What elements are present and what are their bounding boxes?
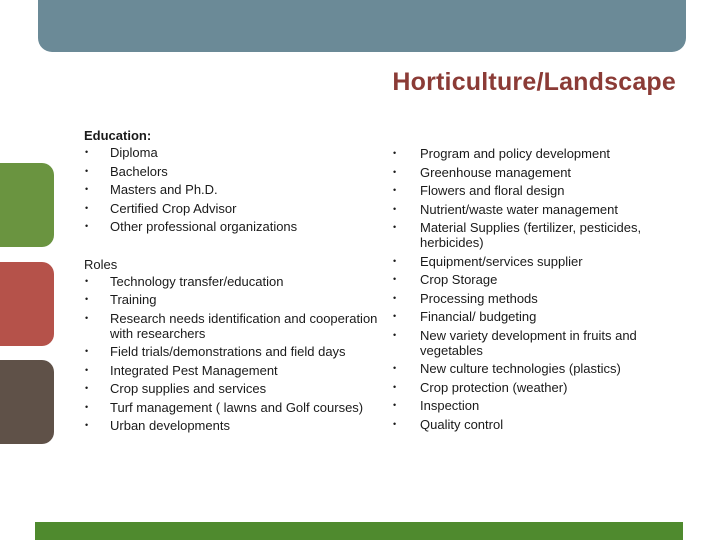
- list-item: [390, 146, 680, 161]
- list-item-text: Diploma: [110, 145, 158, 160]
- list-item: [84, 182, 384, 197]
- education-heading: Education:: [84, 128, 152, 143]
- side-tab-green: [0, 163, 54, 247]
- bullet-icon: •: [393, 203, 397, 214]
- bullet-icon: •: [85, 420, 89, 430]
- bullet-icon: •: [85, 184, 89, 194]
- list-item-text: Certified Crop Advisor: [110, 200, 237, 216]
- slide-title: Horticulture/Landscape: [392, 68, 676, 96]
- list-item-text: Crop Storage: [420, 272, 498, 287]
- list-item: [84, 363, 384, 378]
- bottom-banner: [35, 522, 683, 540]
- list-item: [84, 292, 384, 307]
- list-item: [390, 202, 680, 217]
- bullet-icon: •: [85, 346, 89, 356]
- list-item: [84, 381, 384, 396]
- list-item: [390, 254, 680, 269]
- roles-list: [84, 274, 384, 434]
- list-item: [84, 164, 384, 179]
- list-item-text: Integrated Pest Management: [110, 362, 278, 378]
- bullet-icon: •: [393, 222, 397, 232]
- list-item: [84, 311, 384, 341]
- list-item-text: Turf management ( lawns and Golf courses): [110, 399, 364, 415]
- side-tab-red: [0, 262, 54, 346]
- bullet-icon: •: [393, 166, 397, 177]
- list-item-text: Urban developments: [110, 418, 230, 433]
- bullet-icon: •: [393, 418, 397, 429]
- bullet-icon: •: [85, 165, 89, 176]
- list-item-text: Flowers and floral design: [420, 183, 565, 198]
- list-item-text: Research needs identification and cooperation with researchers: [110, 310, 378, 341]
- list-item: [390, 380, 680, 395]
- bullet-icon: •: [393, 381, 397, 392]
- bullet-icon: •: [85, 364, 89, 375]
- list-item: [84, 145, 384, 160]
- activities-list: [390, 146, 680, 432]
- list-item: [84, 418, 384, 433]
- right-column: [390, 146, 680, 435]
- list-item: [390, 417, 680, 432]
- left-column: [84, 127, 384, 437]
- list-item: [390, 165, 680, 180]
- list-item: [390, 309, 680, 324]
- bullet-icon: •: [393, 311, 397, 321]
- bullet-icon: •: [393, 274, 397, 284]
- list-item-text: Program and policy development: [420, 146, 611, 161]
- list-item: [84, 219, 384, 234]
- list-item-text: Greenhouse management: [420, 164, 572, 180]
- list-item: [390, 291, 680, 306]
- list-item: [390, 220, 680, 250]
- list-item: [390, 328, 680, 358]
- bullet-icon: •: [85, 383, 89, 393]
- list-item-text: Field trials/demonstrations and field days: [110, 344, 346, 359]
- list-item-text: Crop protection (weather): [420, 379, 568, 395]
- bullet-icon: •: [85, 221, 89, 231]
- list-item-text: Inspection: [420, 398, 480, 413]
- list-item-text: Material Supplies (fertilizer, pesticides, herbicides): [420, 220, 642, 250]
- list-item-text: Quality control: [420, 416, 504, 432]
- list-item: [84, 400, 384, 415]
- list-item-text: Equipment/services supplier: [420, 253, 583, 269]
- education-list: [84, 145, 384, 234]
- bullet-icon: •: [393, 329, 397, 340]
- bullet-icon: •: [85, 202, 89, 213]
- list-item-text: Nutrient/waste water management: [420, 201, 618, 217]
- side-tab-brown: [0, 360, 54, 444]
- list-item: [390, 398, 680, 413]
- bullet-icon: •: [393, 400, 397, 410]
- bullet-icon: •: [393, 363, 397, 373]
- list-item-text: Crop supplies and services: [110, 381, 267, 396]
- list-item-text: Masters and Ph.D.: [110, 182, 218, 197]
- list-item-text: Financial/ budgeting: [420, 309, 537, 324]
- list-item-text: Processing methods: [420, 290, 538, 306]
- bullet-icon: •: [393, 292, 397, 303]
- list-item-text: Other professional organizations: [110, 219, 298, 234]
- bullet-icon: •: [85, 275, 89, 286]
- list-item: [84, 274, 384, 289]
- list-item: [84, 201, 384, 216]
- bullet-icon: •: [393, 185, 397, 195]
- bullet-icon: •: [85, 401, 89, 412]
- bullet-icon: •: [393, 255, 397, 266]
- list-item-text: Technology transfer/education: [110, 273, 284, 289]
- list-item-text: New culture technologies (plastics): [420, 361, 621, 376]
- bullet-icon: •: [393, 148, 397, 158]
- bullet-icon: •: [85, 147, 89, 157]
- list-item-text: Training: [110, 292, 157, 307]
- list-item: [390, 361, 680, 376]
- list-item-text: Bachelors: [110, 163, 168, 179]
- bullet-icon: •: [85, 312, 89, 323]
- top-banner: [38, 0, 686, 52]
- list-item-text: New variety development in fruits and vegetables: [420, 327, 637, 358]
- list-item: [390, 272, 680, 287]
- roles-heading: Roles: [84, 256, 118, 272]
- list-item: [390, 183, 680, 198]
- bullet-icon: •: [85, 294, 89, 304]
- list-item: [84, 344, 384, 359]
